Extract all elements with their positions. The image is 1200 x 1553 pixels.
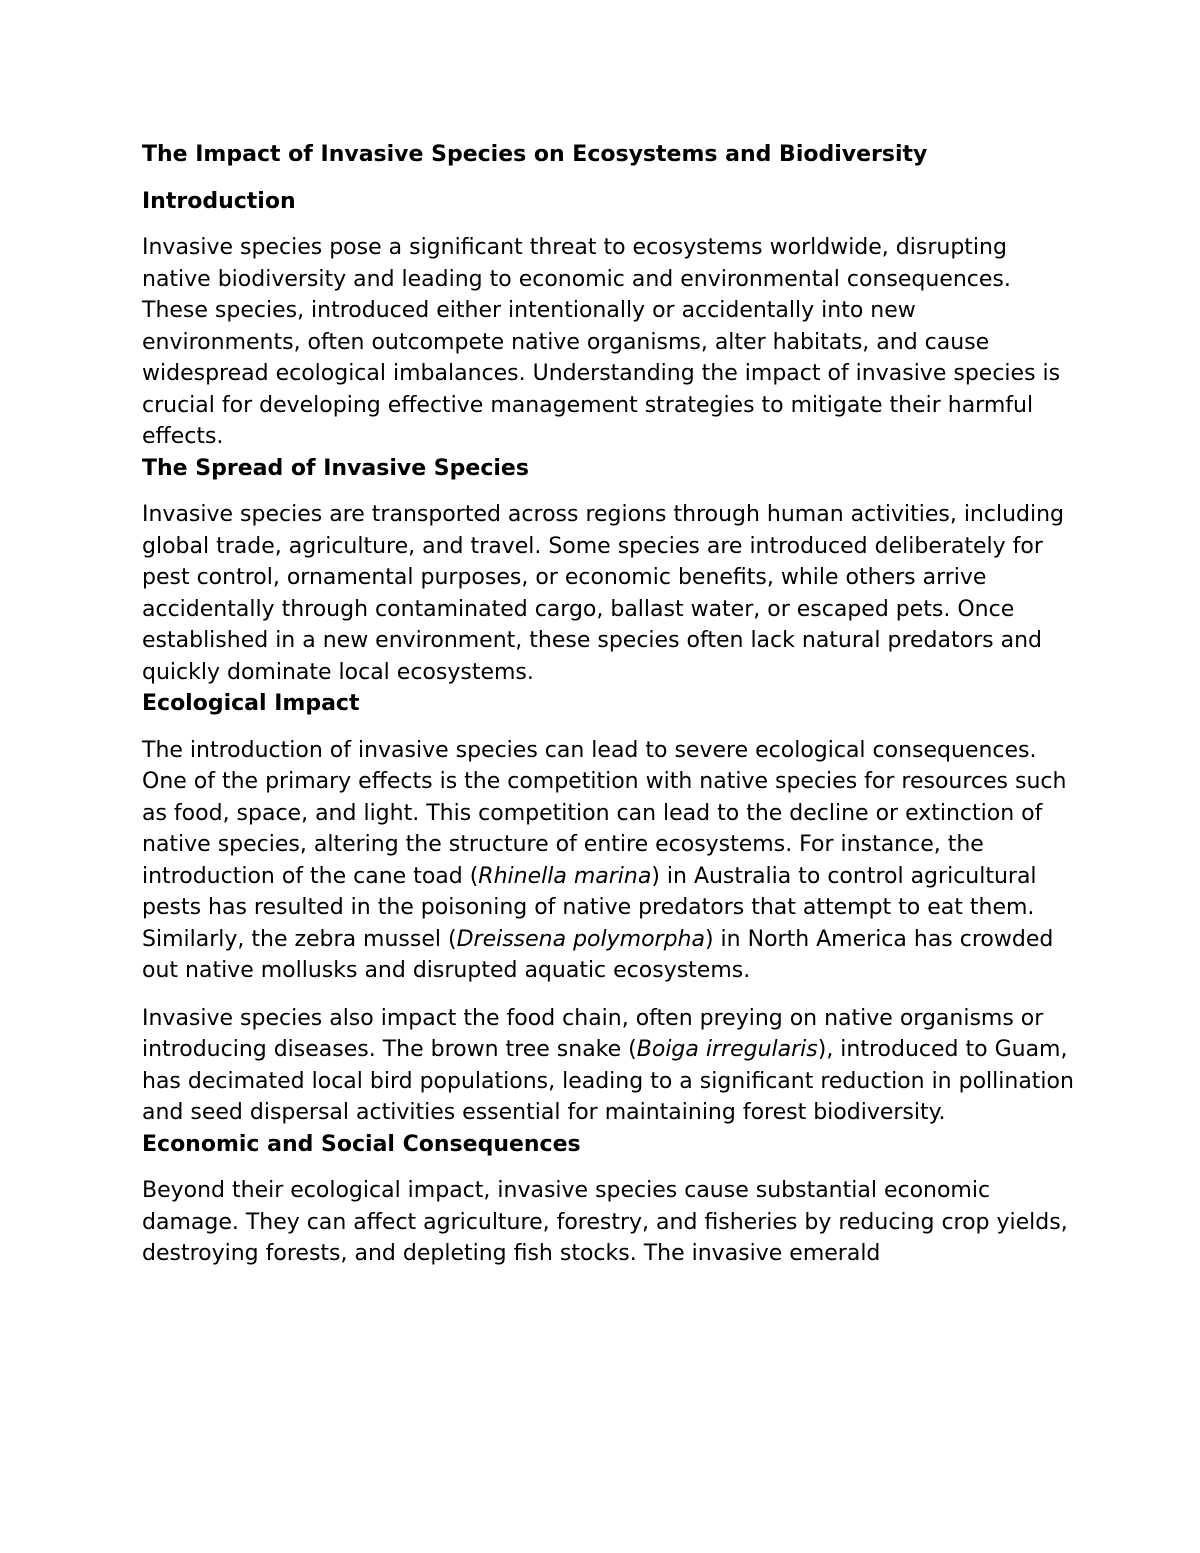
- paragraph-text: Invasive species pose a significant threat to ecosystems worldwide, disrupting native biodiversity and leading to economic and environmental consequences. These species, introduced either intentionally or accidentally into new environments, often outcompete native organisms, alter habitats, and cause widespread ecological imbalances. Understanding the impact of invasive species is crucial for developing effective management strategies to mitigate their harmful effects.: [142, 235, 1061, 449]
- paragraph: [142, 232, 1077, 453]
- paragraph-text: The introduction of invasive species can lead to severe ecological consequences. One of the primary effects is the competition with native species for resources such as food, space, and light. This competition can lead to the decline or extinction of native species, altering the structure of entire ecosystems. For instance, the introduction of the cane toad (: [142, 737, 1067, 889]
- species-name: Dreissena polymorpha: [456, 926, 705, 952]
- document-page: [142, 139, 1077, 1270]
- paragraph-text: Invasive species are transported across regions through human activities, including global trade, agriculture, and travel. Some species are introduced deliberately for pest control, ornamental purposes, or economic benefits, while others arrive accidentally through contaminated cargo, ballast water, or escaped pets. Once established in a new environment, these species often lack natural predators and quickly dominate local ecosystems.: [142, 502, 1065, 685]
- section-heading: Introduction: [142, 188, 296, 214]
- species-name: Boiga irregularis: [636, 1037, 818, 1062]
- section-economic-social: [142, 1129, 1077, 1270]
- section-heading: The Spread of Invasive Species: [142, 455, 529, 481]
- paragraph-text: Beyond their ecological impact, invasive species cause substantial economic damage. They can affect agriculture, forestry, and fisheries by reducing crop yields, destroying forests, and depleting fish stocks. The invasive emerald: [142, 1178, 1068, 1266]
- species-name: Rhinella marina: [478, 863, 652, 889]
- section-introduction: [142, 186, 1077, 453]
- paragraph: [142, 1003, 1077, 1129]
- section-heading: Ecological Impact: [142, 691, 360, 716]
- section-ecological-impact: [142, 688, 1077, 1129]
- section-heading: Economic and Social Consequences: [142, 1131, 581, 1157]
- paragraph-text: ), introduced to Guam, has decimated local bird populations, leading to a significant reduction in pollination and seed dispersal activities essential for maintaining forest biodiversity.: [142, 1037, 1074, 1125]
- document-title: The Impact of Invasive Species on Ecosystems and Biodiversity: [142, 142, 928, 167]
- paragraph: [142, 1175, 1077, 1270]
- paragraph-text: Invasive species also impact the food chain, often preying on native organisms or introducing diseases. The brown tree snake (: [142, 1005, 1044, 1062]
- paragraph: [142, 499, 1077, 688]
- paragraph-text: ) in Australia to control agricultural pests has resulted in the poisoning of native predators that attempt to eat them. Similarly, the zebra mussel (: [142, 863, 1037, 952]
- paragraph: [142, 735, 1077, 987]
- paragraph-text: ) in North America has crowded out native mollusks and disrupted aquatic ecosystems.: [142, 926, 1054, 983]
- section-spread: [142, 453, 1077, 689]
